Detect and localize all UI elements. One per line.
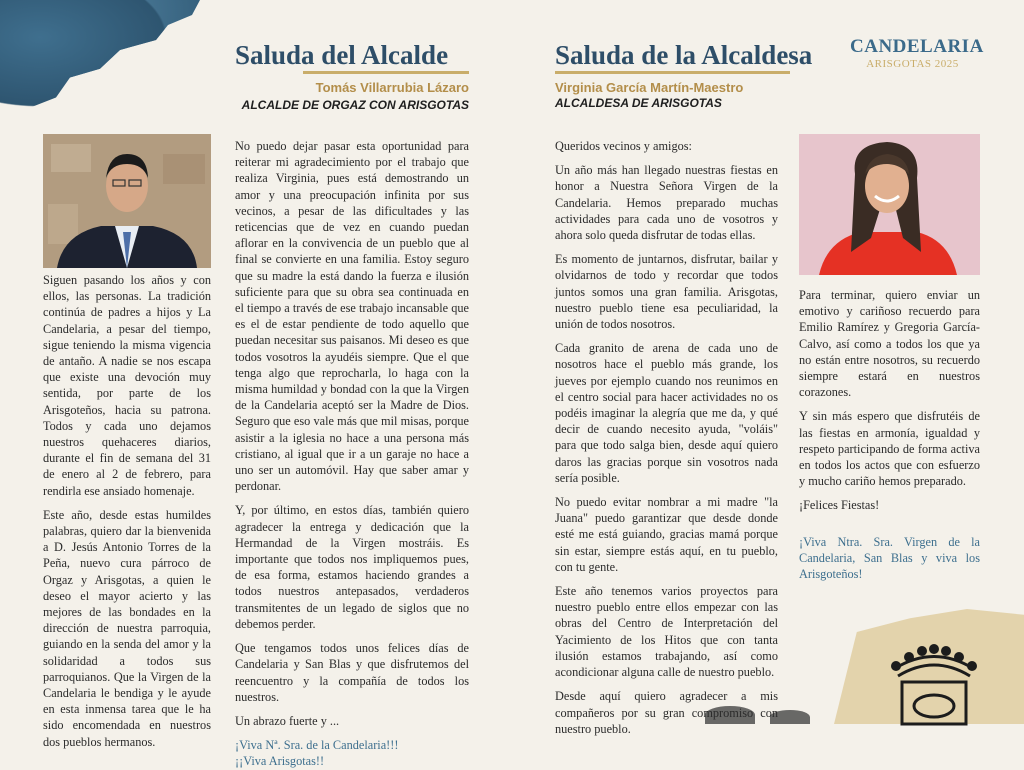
- paragraph: ¡Felices Fiestas!: [799, 498, 880, 513]
- paragraph: Desde aquí quiero agradecer a mis compañeros por su gran compromiso con nuestro pueblo.: [555, 689, 778, 736]
- mayoress-text-column-1: [555, 138, 778, 745]
- paragraph: Cada granito de arena de cada uno de nosotros hace el pueblo más grande, los jueves por ejemplo cuando nos reunimos en el centro social para hacer actividades no os podéis imaginar la alegría que me da, y qué decir de cuando necesito ayuda, "voláis" para que todo salga bien, desde aquí quiero daros las gracias porque sin vosotros nada sería posible.: [555, 341, 778, 485]
- paragraph: Y sin más espero que disfrutéis de las fiestas en armonía, igualdad y respeto participando de forma activa en todos los actos que con esfuerzo y mucho cariño hemos preparado.: [799, 409, 980, 489]
- crown-crest-icon: [884, 624, 984, 724]
- paragraph: Un abrazo fuerte y ...: [235, 713, 340, 728]
- viva-line: ¡¡Viva Arisgotas!!: [235, 754, 325, 769]
- paragraph: Un año más han llegado nuestras fiestas en honor a Nuestra Señora Virgen de la Candelaria. Hemos preparado muchas actividades para cada uno de vosotros y ahora solo queda disfrutar de todas ellas.: [555, 163, 778, 243]
- mayor-text-column-2: [235, 138, 469, 770]
- paragraph: Este año, desde estas humildes palabras, quiero dar la bienvenida a D. Jesús Antonio Torres de la Peña, nuevo cura párroco de Orgaz y Arisgotas, a quien le deseo el mayor acierto y las mejores de las bondades en la dirección de nuestra parroquia, guiando en la senda del amor y la solidaridad a todos sus parroquianos. Que la Virgen de la Candelaria le bendiga y le ayude en esta inmensa tarea que le ha sido encomendada en nuestros dos pueblos hermanos.: [43, 507, 211, 749]
- paragraph: No puedo evitar nombrar a mi madre "la Juana" puedo garantizar que desde donde esté me está guiando, gracias mamá porque sin estar, siempre estás aquí, en tu pueblo, con tu gente.: [555, 495, 778, 574]
- mayoress-greeting-title: Saluda de la Alcaldesa: [555, 40, 813, 70]
- paragraph: Siguen pasando los años y con ellos, las personas. La tradición continúa de padres a hijos y La Candelaria, a pesar del tiempo, sigue teniendo la misma vigencia de antaño. A nadie se nos escapa que existe una devoción muy sentida, por parte de los Arisgoteños, hacia su patrona. Todos y cada uno dejamos nuestros quehaceres diarios, durante el fin de semana del 31 de enero al 2 de febrero, para rendirla ese ansiado homenaje.: [43, 273, 211, 498]
- title-underline: [555, 71, 790, 74]
- title-underline: [303, 71, 469, 74]
- mayor-role: ALCALDE DE ORGAZ CON ARISGOTAS: [241, 98, 469, 112]
- mayor-greeting-title: Saluda del Alcalde: [235, 40, 449, 70]
- mayoress-role: ALCALDESA DE ARISGOTAS: [555, 96, 722, 110]
- paragraph: Para terminar, quiero enviar un emotivo y cariñoso recuerdo para Emilio Ramírez y Gregoria García-Calvo, así como a todos los que ya no están entre nosotros, su recuerdo siempre estará en nuestros corazones.: [799, 288, 980, 400]
- mayoress-text-column-2: [799, 287, 980, 590]
- mayor-photo: [43, 134, 211, 268]
- paragraph: Que tengamos todos unos felices días de Candelaria y San Blas y que disfrutemos del reencuentro y la compañía de todos los nuestros.: [235, 641, 469, 704]
- mayor-text-column-1: [43, 272, 211, 758]
- mayor-name: Tomás Villarrubia Lázaro: [315, 80, 469, 95]
- paragraph: Este año tenemos varios proyectos para nuestro pueblo entre ellos empezar con las obras del Centro de Interpretación del Yacimiento de los Hitos que con tanta ilusión estamos trabajando, así como acondicionar alguna calle de nuestro pueblo.: [555, 584, 778, 680]
- paragraph: No puedo dejar pasar esta oportunidad para reiterar mi agradecimiento por el trabajo que realiza Virginia, pues está demostrando un amor y una preocupación infinita por sus vecinos, a pesar de las dificultades y las reticencias que de vez en cuando puedan aflorar en la convivencia de un pueblo que al final se convierte en una familia. Estoy seguro que su madre la está dando la fuerza e ilusión suficiente para que su obra sea continuada en el tiempo a través de ese trabajo incansable que es el de estar pendiente de todo aquello que puedan necesitar sus paisanos. Mi deseo es que todos vosotros la ayudéis siempre. Que el que tenga algo que reprocharla, lo haga con la misma humildad y bondad con la que la Virgen de la Candelaria aceptó ser la Madre de Dios. Seguro que eso vale más que mil misas, porque asistir a la iglesia no hace a una persona más cristiano, al igual que ir a un garaje no hace a uno ser un automóvil. Hay que saber amar y perdonar.: [235, 139, 469, 494]
- paragraph: Y, por último, en estos días, también quiero agradecer la entrega y dedicación que la Hermandad de la Virgen mostráis. Es importante que todos nos impliquemos pues, de esa forma, estamos haciendo grandes a todos nuestros antepasados, verdaderos transmitentes de un legado de siglos que no debemos perder.: [235, 503, 469, 631]
- viva-line: ¡Viva Nª. Sra. de la Candelaria!!!: [235, 738, 399, 753]
- decorative-paint-corner: [0, 0, 200, 125]
- viva-line: ¡Viva Ntra. Sra. Virgen de la Candelaria, San Blas y viva los Arisgoteños!: [799, 534, 980, 582]
- brand-name: CANDELARIA: [850, 36, 984, 57]
- paragraph: Queridos vecinos y amigos:: [555, 139, 692, 153]
- mayoress-photo: [799, 134, 980, 275]
- paragraph: Es momento de juntarnos, disfrutar, bailar y olvidarnos de todo y recordar que todos juntos somos una gran familia. Arisgotas, nuestro pueblo tiene esa peculiaridad, la unión de todos nosotros.: [555, 252, 778, 332]
- mayoress-name: Virginia García Martín-Maestro: [555, 80, 744, 95]
- brand-subtitle: ARISGOTAS 2025: [866, 58, 959, 70]
- candelaria-logo: [850, 36, 984, 70]
